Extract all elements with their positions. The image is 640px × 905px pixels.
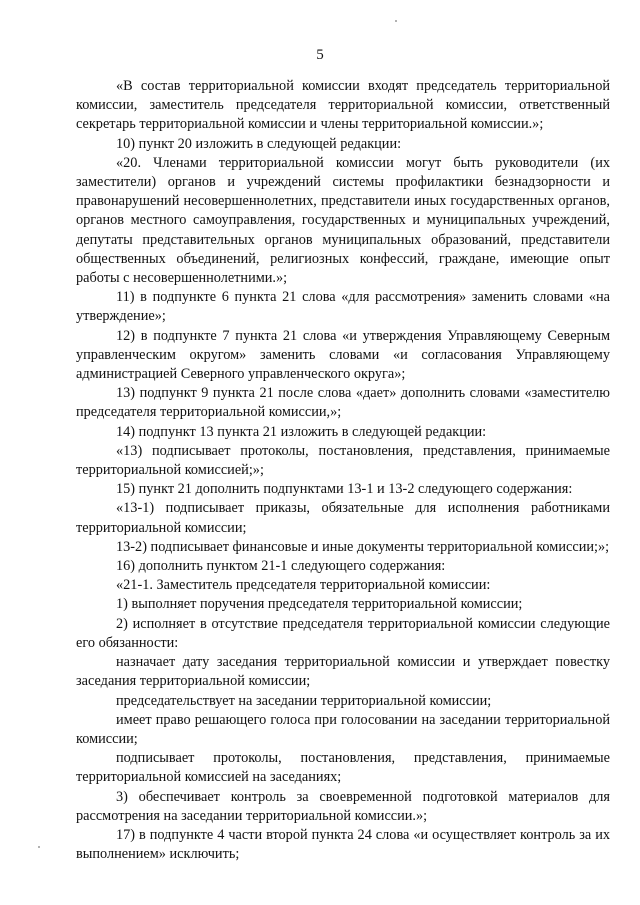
- paragraph: 17) в подпункте 4 части второй пункта 24 слова «и осуществляет контроль за их выполнением» исключить;: [76, 826, 610, 863]
- paragraph: «В состав территориальной комиссии входят председатель территориальной комиссии, заместитель председателя территориальной комиссии, ответственный секретарь территориальной комиссии и члены территориальной комиссии.»;: [76, 78, 610, 133]
- paragraph: 16) дополнить пунктом 21-1 следующего содержания:: [116, 558, 446, 575]
- paragraph: председательствует на заседании территориальной комиссии;: [116, 692, 492, 709]
- paragraph: «21-1. Заместитель председателя территориальной комиссии:: [116, 577, 491, 594]
- paragraph: 13-2) подписывает финансовые и иные документы территориальной комиссии;»;: [116, 538, 610, 555]
- scan-speck: [395, 20, 397, 22]
- paragraph: 1) выполняет поручения председателя территориальной комиссии;: [116, 596, 523, 613]
- paragraph: 13) подпункт 9 пункта 21 после слова «дает» дополнить словами «заместителю председателя территориальной комиссии,»;: [76, 385, 610, 421]
- scan-speck: [38, 846, 40, 848]
- paragraph: имеет право решающего голоса при голосовании на заседании территориальной комиссии;: [76, 711, 610, 747]
- paragraph: подписывает протоколы, постановления, представления, принимаемые территориальной комиссией на заседаниях;: [76, 750, 610, 786]
- paragraph: 10) пункт 20 изложить в следующей редакции:: [116, 135, 402, 152]
- paragraph: 11) в подпункте 6 пункта 21 слова «для рассмотрения» заменить словами «на утверждение»;: [76, 289, 610, 325]
- document-body: [76, 77, 610, 864]
- paragraph: 15) пункт 21 дополнить подпунктами 13-1 и 13-2 следующего содержания:: [116, 481, 573, 498]
- paragraph: «13-1) подписывает приказы, обязательные для исполнения работниками территориальной комиссии;: [76, 500, 610, 536]
- paragraph: 12) в подпункте 7 пункта 21 слова «и утверждения Управляющему Северным управленческим округом» заменить словами «и согласования Управляющему администрацией Северного управленческого округа»;: [76, 327, 610, 383]
- paragraph: 2) исполняет в отсутствие председателя территориальной комиссии следующие его обязанности:: [76, 615, 610, 651]
- paragraph: назначает дату заседания территориальной комиссии и утверждает повестку заседания территориальной комиссии;: [76, 654, 610, 690]
- paragraph: «13) подписывает протоколы, постановления, представления, принимаемые территориальной комиссией;»;: [76, 442, 610, 479]
- paragraph: 3) обеспечивает контроль за своевременной подготовкой материалов для рассмотрения на заседании территориальной комиссии.»;: [76, 788, 610, 824]
- paragraph: 14) подпункт 13 пункта 21 изложить в следующей редакции:: [116, 423, 487, 440]
- page-number: 5: [316, 47, 324, 63]
- paragraph: «20. Членами территориальной комиссии могут быть руководители (их заместители) органов и учреждений системы профилактики безнадзорности и правонарушений несовершеннолетних, представители иных государственных органов, органов местного самоуправления, государственных и муниципальных учреждений, депутаты представительных органов муниципальных образований, представители общественных объединений, религиозных конфессий, граждане, имеющие опыт работы с несовершеннолетними.»;: [76, 154, 610, 287]
